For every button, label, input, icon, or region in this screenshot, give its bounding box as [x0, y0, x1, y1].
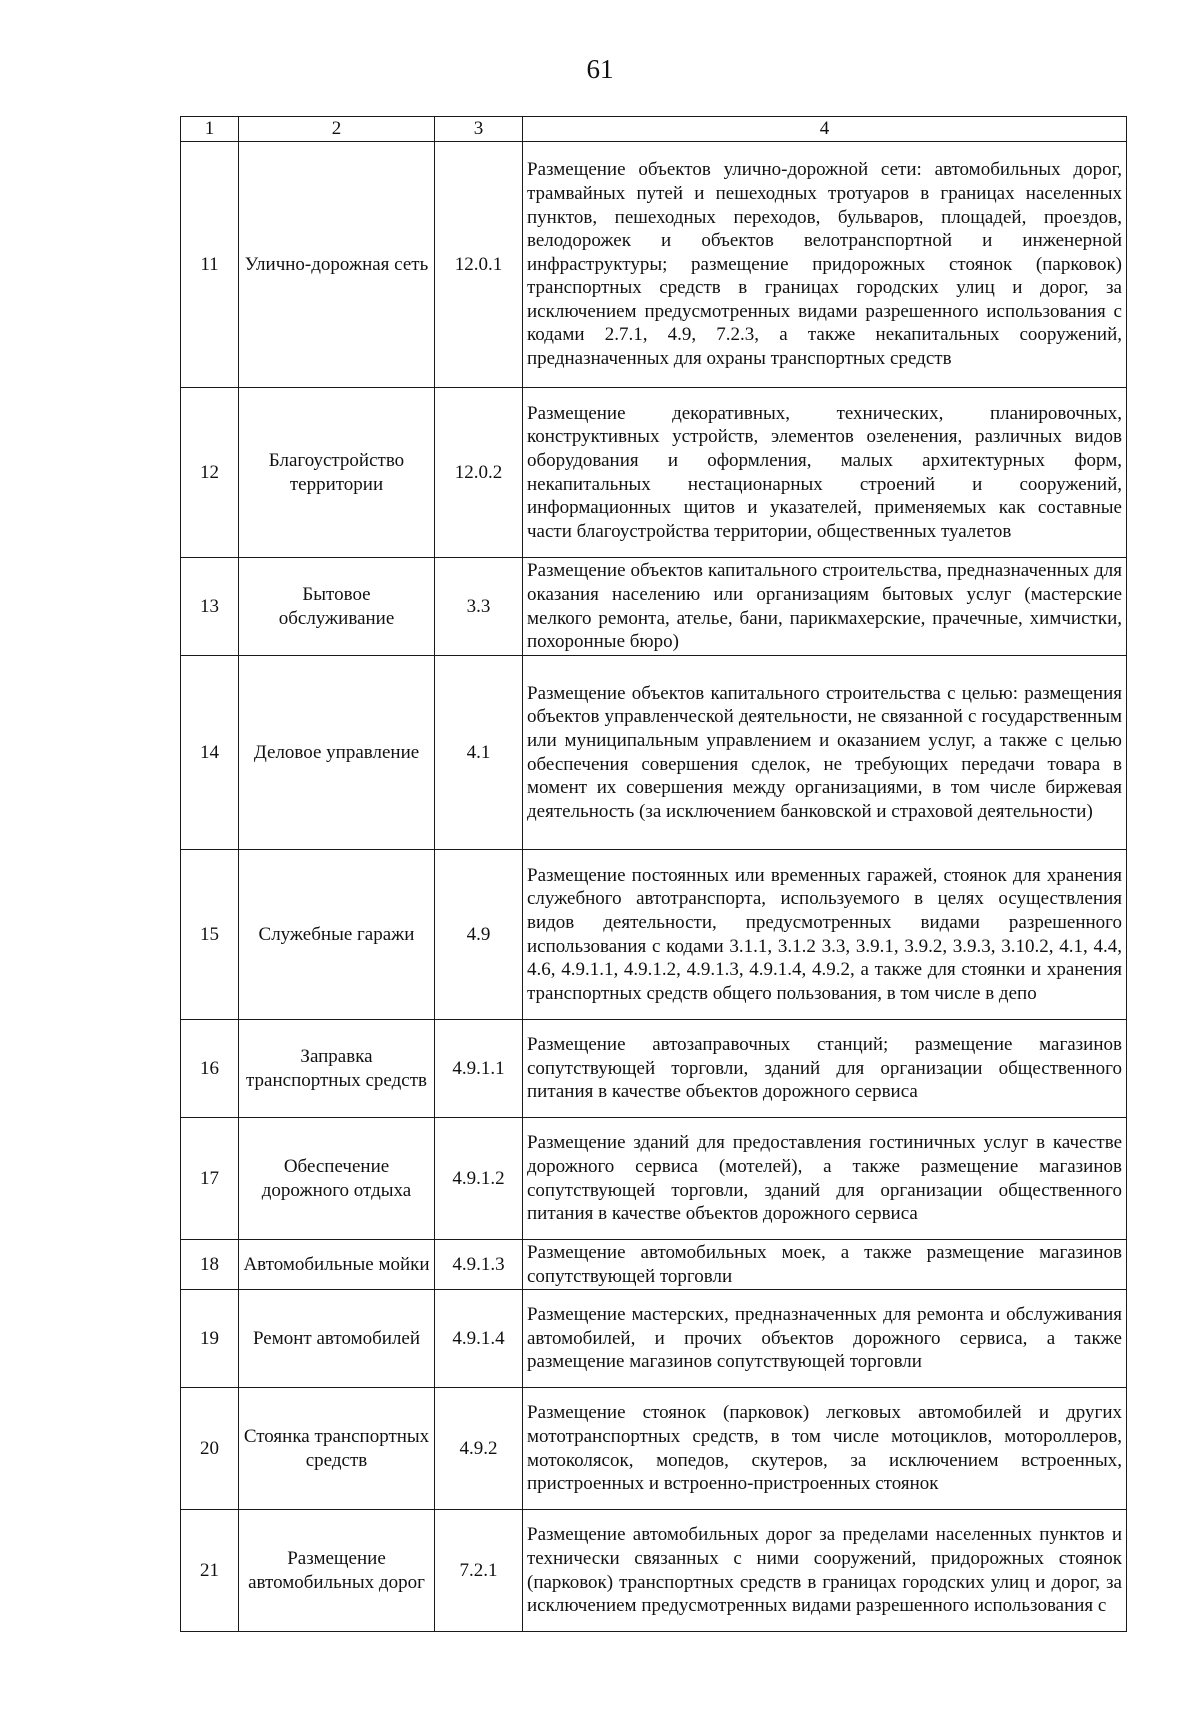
land-use-code: 4.9.1.1	[435, 1020, 523, 1118]
land-use-name: Стоянка транспортных средств	[239, 1388, 435, 1510]
row-number: 20	[181, 1388, 239, 1510]
land-use-name: Размещение автомобильных дорог	[239, 1510, 435, 1632]
land-use-name: Служебные гаражи	[239, 850, 435, 1020]
page-number: 61	[586, 54, 614, 84]
table-row	[181, 1510, 1127, 1632]
row-number: 11	[181, 142, 239, 388]
land-use-code: 4.9.1.3	[435, 1240, 523, 1290]
land-use-code: 4.9	[435, 850, 523, 1020]
land-use-table	[180, 116, 1127, 1632]
table-row	[181, 1118, 1127, 1240]
row-number: 21	[181, 1510, 239, 1632]
land-use-description: Размещение мастерских, предназначенных для ремонта и обслуживания автомобилей, и прочих объектов дорожного сервиса, а также размещение магазинов сопутствующей торговли	[523, 1290, 1127, 1388]
land-use-description: Размещение объектов капитального строительства с целью: размещения объектов управленческой деятельности, не связанной с государственным или муниципальным управлением и оказанием услуг, а также с целью обеспечения совершения сделок, не требующих передачи товара в момент их совершения между организациями, в том числе биржевая деятельность (за исключением банковской и страховой деятельности)	[523, 656, 1127, 850]
land-use-code: 12.0.1	[435, 142, 523, 388]
header-col-3: 3	[435, 117, 523, 142]
table-header-row	[181, 117, 1127, 142]
table-row	[181, 1388, 1127, 1510]
table-row	[181, 1240, 1127, 1290]
land-use-description: Размещение автомобильных дорог за пределами населенных пунктов и технически связанных с ними сооружений, придорожных стоянок (парковок) транспортных средств в границах городских улиц и дорог, за исключением предусмотренных видами разрешенного использования с	[523, 1510, 1127, 1632]
land-use-code: 4.9.1.2	[435, 1118, 523, 1240]
land-use-description: Размещение объектов капитального строительства, предназначенных для оказания населению или организациям бытовых услуг (мастерские мелкого ремонта, ателье, бани, парикмахерские, прачечные, химчистки, похоронные бюро)	[523, 558, 1127, 656]
land-use-description: Размещение объектов улично-дорожной сети: автомобильных дорог, трамвайных путей и пешеходных тротуаров в границах населенных пунктов, пешеходных переходов, бульваров, площадей, проездов, велодорожек и объектов велотранспортной и инженерной инфраструктуры; размещение придорожных стоянок (парковок) транспортных средств в границах городских улиц и дорог, за исключением предусмотренных видами разрешенного использования с кодами 2.7.1, 4.9, 7.2.3, а также некапитальных сооружений, предназначенных для охраны транспортных средств	[523, 142, 1127, 388]
land-use-code: 7.2.1	[435, 1510, 523, 1632]
table-row	[181, 1290, 1127, 1388]
table-row	[181, 558, 1127, 656]
row-number: 15	[181, 850, 239, 1020]
land-use-name: Заправка транспортных средств	[239, 1020, 435, 1118]
header-col-4: 4	[523, 117, 1127, 142]
land-use-name: Ремонт автомобилей	[239, 1290, 435, 1388]
header-col-1: 1	[181, 117, 239, 142]
land-use-description: Размещение зданий для предоставления гостиничных услуг в качестве дорожного сервиса (мотелей), а также размещение магазинов сопутствующей торговли, зданий для организации общественного питания в качестве объектов дорожного сервиса	[523, 1118, 1127, 1240]
table-row	[181, 1020, 1127, 1118]
land-use-name: Деловое управление	[239, 656, 435, 850]
land-use-description: Размещение автомобильных моек, а также размещение магазинов сопутствующей торговли	[523, 1240, 1127, 1290]
land-use-name: Бытовое обслуживание	[239, 558, 435, 656]
row-number: 18	[181, 1240, 239, 1290]
land-use-name: Автомобильные мойки	[239, 1240, 435, 1290]
table-row	[181, 850, 1127, 1020]
land-use-description: Размещение автозаправочных станций; размещение магазинов сопутствующей торговли, зданий для организации общественного питания в качестве объектов дорожного сервиса	[523, 1020, 1127, 1118]
land-use-description: Размещение постоянных или временных гаражей, стоянок для хранения служебного автотранспорта, используемого в целях осуществления видов деятельности, предусмотренных видами разрешенного использования с кодами 3.1.1, 3.1.2 3.3, 3.9.1, 3.9.2, 3.9.3, 3.10.2, 4.1, 4.4, 4.6, 4.9.1.1, 4.9.1.2, 4.9.1.3, 4.9.1.4, 4.9.2, а также для стоянки и хранения транспортных средств общего пользования, в том числе в депо	[523, 850, 1127, 1020]
row-number: 13	[181, 558, 239, 656]
land-use-name: Обеспечение дорожного отдыха	[239, 1118, 435, 1240]
land-use-name: Улично-дорожная сеть	[239, 142, 435, 388]
table-row	[181, 388, 1127, 558]
row-number: 16	[181, 1020, 239, 1118]
land-use-code: 4.9.1.4	[435, 1290, 523, 1388]
table-row	[181, 656, 1127, 850]
table-row	[181, 142, 1127, 388]
land-use-code: 4.1	[435, 656, 523, 850]
land-use-description: Размещение декоративных, технических, планировочных, конструктивных устройств, элементов озеленения, различных видов оборудования и оформления, малых архитектурных форм, некапитальных нестационарных строений и сооружений, информационных щитов и указателей, применяемых как составные части благоустройства территории, общественных туалетов	[523, 388, 1127, 558]
land-use-code: 12.0.2	[435, 388, 523, 558]
row-number: 14	[181, 656, 239, 850]
land-use-code: 3.3	[435, 558, 523, 656]
land-use-name: Благоустройство территории	[239, 388, 435, 558]
header-col-2: 2	[239, 117, 435, 142]
land-use-description: Размещение стоянок (парковок) легковых автомобилей и других мототранспортных средств, в том числе мотоциклов, мотороллеров, мотоколясок, мопедов, скутеров, за исключением встроенных, пристроенных и встроенно-пристроенных стоянок	[523, 1388, 1127, 1510]
row-number: 12	[181, 388, 239, 558]
land-use-code: 4.9.2	[435, 1388, 523, 1510]
row-number: 19	[181, 1290, 239, 1388]
row-number: 17	[181, 1118, 239, 1240]
